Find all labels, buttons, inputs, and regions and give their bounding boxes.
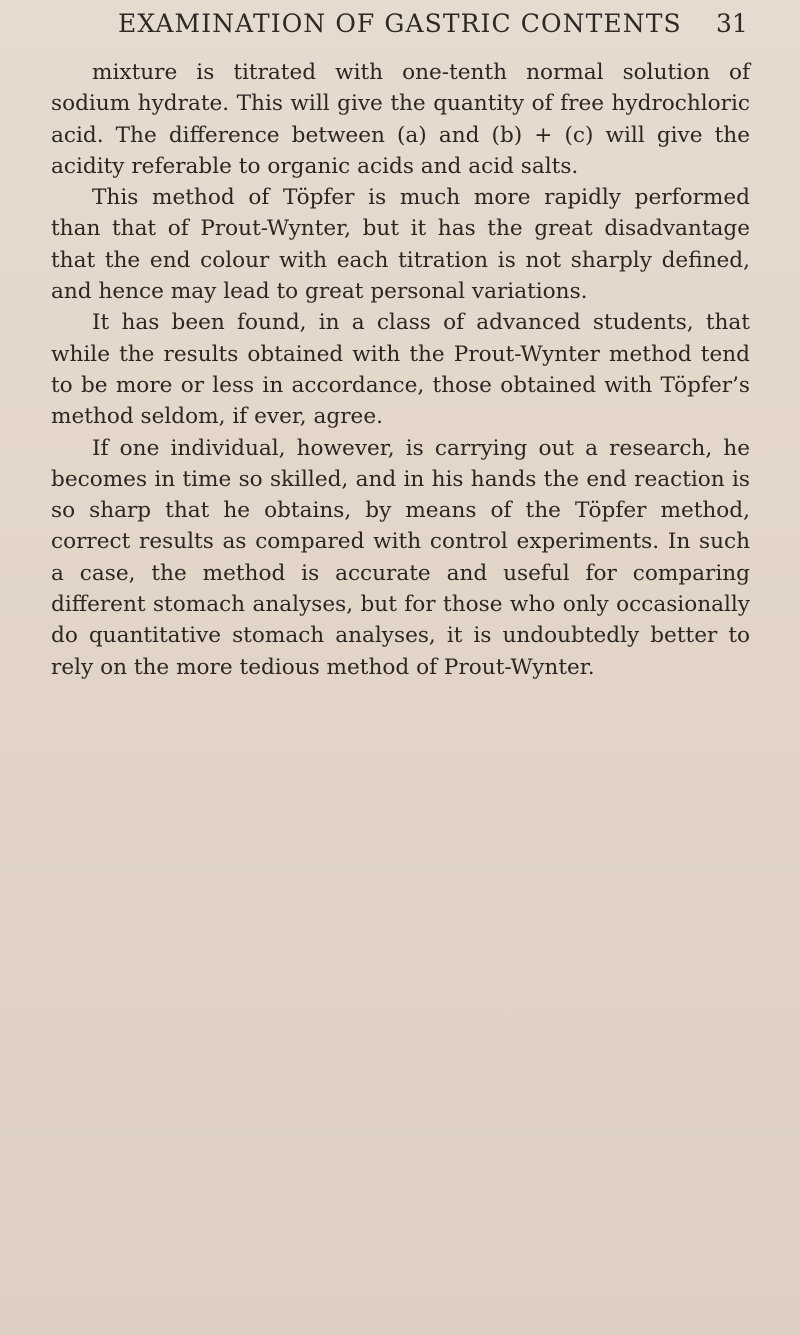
running-head <box>0 4 800 44</box>
page-number: 31 <box>716 9 748 38</box>
paragraph-students-results: It has been found, in a class of advanced students, that while the results obtained with the Prout-Wynter method tend to be more or less in accordance, those obtained with Töpfer’s method seldom, if ever, agree. <box>51 310 750 430</box>
running-title: EXAMINATION OF GASTRIC CONTENTS <box>118 9 682 38</box>
paragraph-research-individual: If one individual, however, is carrying out a research, he becomes in time so skilled, and in his hands the end reaction is so sharp that he obtains, by means of the Töpfer method, correct results as compared with control experiments. In such a case, the method is accurate and useful for comparing different stomach analyses, but for those who only occasionally do quantitative stomach analyses, it is undoubtedly better to rely on the more tedious method of Prout-Wynter. <box>51 435 750 680</box>
paragraph-continuation: mixture is titrated with one-tenth normal solution of sodium hydrate. This will give the quantity of free hydrochloric acid. The difference between (a) and (b) + (c) will give the acidity referable to organic acids and acid salts. <box>51 60 750 179</box>
paragraph-topfer-method: This method of Töpfer is much more rapidly performed than that of Prout-Wynter, but it has the great disadvantage that the end colour with each titration is not sharply defined, and hence may lead to great personal variations. <box>51 185 750 305</box>
body-text <box>51 57 750 683</box>
